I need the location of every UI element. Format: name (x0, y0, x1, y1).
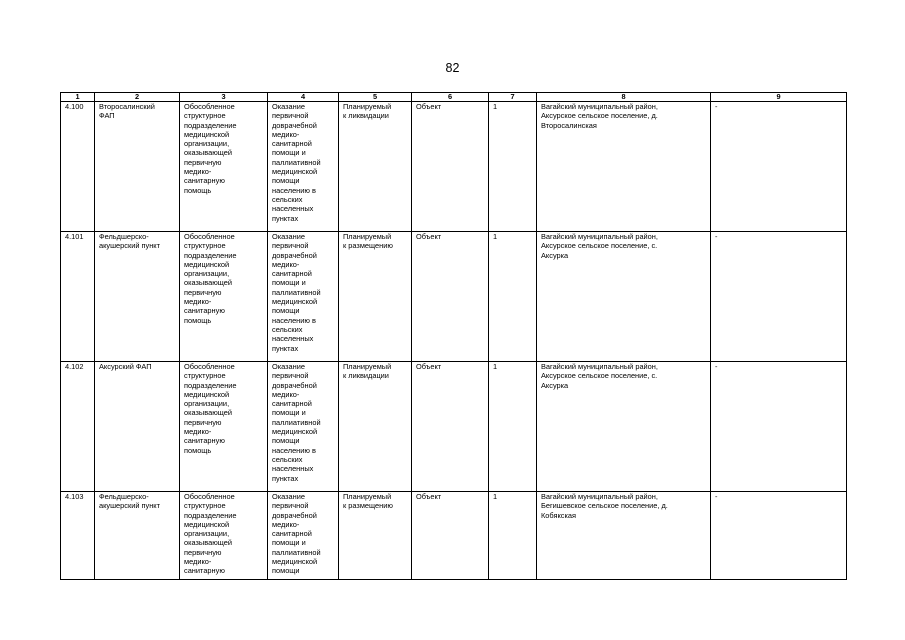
column-header: 9 (711, 93, 847, 102)
table-row (61, 102, 847, 232)
count-cell: 1 (489, 362, 537, 492)
column-header: 1 (61, 93, 95, 102)
location-cell: Вагайский муниципальный район, Бегишевское сельское поселение, д. Кобякская (537, 492, 711, 580)
location-cell: Вагайский муниципальный район, Аксурское сельское поселение, с. Аксурка (537, 362, 711, 492)
header-row (61, 93, 847, 102)
table-row (61, 362, 847, 492)
page-number: 82 (445, 61, 460, 75)
count-cell: 1 (489, 102, 537, 232)
location-cell: Вагайский муниципальный район, Аксурское сельское поселение, д. Второсалинская (537, 102, 711, 232)
note-cell: - (711, 492, 847, 580)
column-header: 8 (537, 93, 711, 102)
register-table (60, 92, 847, 580)
purpose-cell: Оказание первичной доврачебной медико- санитарной помощи и паллиативной медицинской помощи населению в сельских населенных пунктах (268, 232, 339, 362)
object-name-cell: Второсалинский ФАП (95, 102, 180, 232)
table-row (61, 232, 847, 362)
object-name-cell: Аксурский ФАП (95, 362, 180, 492)
kind-cell: Объект (412, 362, 489, 492)
object-type-cell: Обособленное структурное подразделение медицинской организации, оказывающей первичную медико- санитарную помощь (180, 362, 268, 492)
object-name-cell: Фельдшерско- акушерский пункт (95, 492, 180, 580)
purpose-cell: Оказание первичной доврачебной медико- санитарной помощи и паллиативной медицинской помощи населению в сельских населенных пунктах (268, 362, 339, 492)
object-type-cell: Обособленное структурное подразделение медицинской организации, оказывающей первичную медико- санитарную помощь (180, 102, 268, 232)
row-number-cell: 4.103 (61, 492, 95, 580)
kind-cell: Объект (412, 102, 489, 232)
column-header: 2 (95, 93, 180, 102)
purpose-cell: Оказание первичной доврачебной медико- санитарной помощи и паллиативной медицинской помощи населению в сельских населенных пунктах (268, 102, 339, 232)
object-name-cell: Фельдшерско- акушерский пункт (95, 232, 180, 362)
status-cell: Планируемый к ликвидации (339, 362, 412, 492)
object-type-cell: Обособленное структурное подразделение медицинской организации, оказывающей первичную медико- санитарную (180, 492, 268, 580)
column-header: 3 (180, 93, 268, 102)
column-header: 7 (489, 93, 537, 102)
row-number-cell: 4.101 (61, 232, 95, 362)
count-cell: 1 (489, 492, 537, 580)
column-header: 4 (268, 93, 339, 102)
table-row (61, 492, 847, 580)
note-cell: - (711, 102, 847, 232)
note-cell: - (711, 232, 847, 362)
kind-cell: Объект (412, 232, 489, 362)
column-header: 6 (412, 93, 489, 102)
purpose-cell: Оказание первичной доврачебной медико- санитарной помощи и паллиативной медицинской помощи (268, 492, 339, 580)
status-cell: Планируемый к ликвидации (339, 102, 412, 232)
location-cell: Вагайский муниципальный район, Аксурское сельское поселение, с. Аксурка (537, 232, 711, 362)
row-number-cell: 4.102 (61, 362, 95, 492)
object-type-cell: Обособленное структурное подразделение медицинской организации, оказывающей первичную медико- санитарную помощь (180, 232, 268, 362)
count-cell: 1 (489, 232, 537, 362)
status-cell: Планируемый к размещению (339, 232, 412, 362)
kind-cell: Объект (412, 492, 489, 580)
note-cell: - (711, 362, 847, 492)
status-cell: Планируемый к размещению (339, 492, 412, 580)
column-header: 5 (339, 93, 412, 102)
row-number-cell: 4.100 (61, 102, 95, 232)
